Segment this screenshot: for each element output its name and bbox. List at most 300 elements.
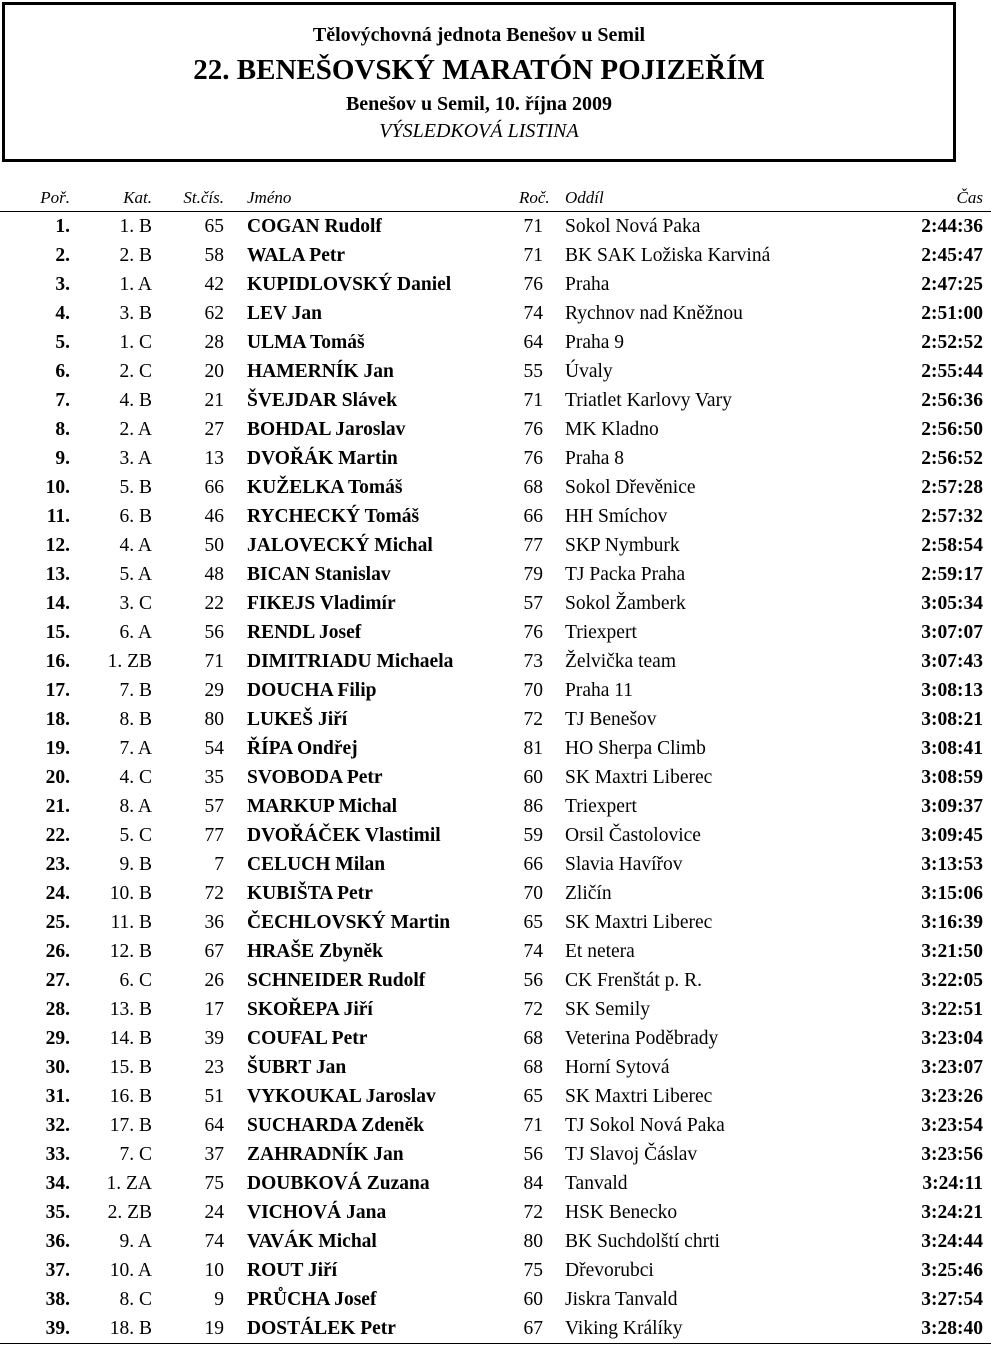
position-cell: 8. (55, 418, 70, 440)
birth-year-cell: 60 (523, 1288, 543, 1310)
table-row (0, 444, 991, 473)
runner-name-cell: RYCHECKÝ Tomáš (247, 505, 420, 527)
club-cell: Viking Králíky (543, 1314, 845, 1344)
start-number-cell: 46 (204, 505, 224, 527)
time-cell: 3:09:37 (921, 795, 983, 817)
runner-name-cell: FIKEJS Vladimír (247, 592, 396, 614)
start-number-cell: 65 (204, 215, 224, 237)
birth-year-cell: 74 (523, 302, 543, 324)
table-row (0, 1198, 991, 1227)
runner-name-cell: SKOŘEPA Jiří (247, 998, 373, 1020)
category-cell: 16. B (109, 1085, 152, 1107)
time-cell: 3:23:04 (921, 1027, 983, 1049)
position-cell: 34. (45, 1172, 70, 1194)
category-cell: 3. C (119, 592, 152, 614)
club-cell: Praha (565, 273, 610, 295)
table-row (0, 589, 991, 618)
birth-year-cell: 70 (523, 679, 543, 701)
category-cell: 6. A (119, 621, 152, 643)
table-row (0, 1111, 991, 1140)
time-cell: 2:52:52 (921, 331, 983, 353)
runner-name-cell: COUFAL Petr (247, 1027, 368, 1049)
table-row (0, 821, 991, 850)
birth-year-cell: 57 (523, 592, 543, 614)
position-cell: 22. (45, 824, 70, 846)
start-number-cell: 7 (214, 853, 224, 875)
runner-name-cell: LUKEŠ Jiří (247, 708, 348, 730)
club-cell: SK Maxtri Liberec (565, 766, 713, 788)
runner-name-cell: MARKUP Michal (247, 795, 398, 817)
runner-name-cell: KUŽELKA Tomáš (247, 476, 403, 498)
runner-name-cell: COGAN Rudolf (247, 215, 382, 237)
club-cell: Tanvald (565, 1172, 628, 1194)
category-cell: 12. B (109, 940, 152, 962)
start-number-cell: 58 (204, 244, 224, 266)
club-cell: Sokol Dřevěnice (565, 476, 696, 498)
category-cell: 6. B (119, 505, 152, 527)
table-row (0, 937, 991, 966)
category-cell: 1. ZB (107, 650, 152, 672)
table-row (0, 270, 991, 299)
start-number-cell: 56 (204, 621, 224, 643)
category-cell: 1. C (119, 331, 152, 353)
time-cell: 2:47:25 (921, 273, 983, 295)
time-cell: 2:59:17 (921, 563, 983, 585)
category-cell: 18. B (70, 1314, 152, 1344)
table-row (0, 212, 991, 242)
start-number-cell: 39 (204, 1027, 224, 1049)
birth-year-cell: 80 (523, 1230, 543, 1252)
table-row (0, 357, 991, 386)
birth-year-cell: 71 (523, 1114, 543, 1136)
time-cell: 3:24:44 (921, 1230, 983, 1252)
club-cell: Praha 9 (565, 331, 625, 353)
time-cell: 3:28:40 (845, 1314, 991, 1344)
header-box (2, 2, 956, 162)
start-number-cell: 77 (204, 824, 224, 846)
start-number-cell: 26 (204, 969, 224, 991)
birth-year-cell: 70 (523, 882, 543, 904)
club-cell: Triexpert (565, 795, 637, 817)
start-number-cell: 24 (204, 1201, 224, 1223)
birth-year-cell: 86 (523, 795, 543, 817)
position-cell: 25. (45, 911, 70, 933)
time-cell: 3:08:13 (921, 679, 983, 701)
results-table (0, 185, 991, 1344)
time-cell: 3:27:54 (921, 1288, 983, 1310)
table-row (0, 502, 991, 531)
runner-name-cell: DVOŘÁK Martin (247, 447, 398, 469)
column-header-name: Jméno (224, 185, 519, 212)
birth-year-cell: 56 (523, 969, 543, 991)
birth-year-cell: 60 (523, 766, 543, 788)
runner-name-cell: DVOŘÁČEK Vlastimil (247, 824, 441, 846)
table-row (0, 792, 991, 821)
start-number-cell: 54 (204, 737, 224, 759)
table-row (0, 1227, 991, 1256)
time-cell: 3:24:11 (922, 1172, 983, 1194)
birth-year-cell: 79 (523, 563, 543, 585)
column-header-time: Čas (845, 185, 991, 212)
time-cell: 3:21:50 (921, 940, 983, 962)
category-cell: 5. A (119, 563, 152, 585)
time-cell: 3:08:21 (921, 708, 983, 730)
birth-year-cell: 72 (523, 708, 543, 730)
club-cell: Úvaly (565, 360, 613, 382)
club-cell: SKP Nymburk (565, 534, 680, 556)
results-list-title: VÝSLEDKOVÁ LISTINA (379, 120, 579, 142)
start-number-cell: 36 (204, 911, 224, 933)
position-cell: 19. (45, 737, 70, 759)
category-cell: 7. A (119, 737, 152, 759)
table-row (0, 1169, 991, 1198)
club-cell: Sokol Žamberk (565, 592, 686, 614)
club-cell: Želvička team (565, 650, 676, 672)
table-row (0, 705, 991, 734)
table-row (0, 908, 991, 937)
column-header-start-number: St.čís. (152, 185, 224, 212)
birth-year-cell: 81 (523, 737, 543, 759)
birth-year-cell: 66 (523, 853, 543, 875)
start-number-cell: 13 (204, 447, 224, 469)
time-cell: 2:45:47 (921, 244, 983, 266)
birth-year-cell: 71 (523, 389, 543, 411)
category-cell: 3. A (119, 447, 152, 469)
club-cell: TJ Benešov (565, 708, 657, 730)
position-cell: 18. (45, 708, 70, 730)
category-cell: 2. ZB (107, 1201, 152, 1223)
position-cell: 14. (45, 592, 70, 614)
start-number-cell: 50 (204, 534, 224, 556)
birth-year-cell: 59 (523, 824, 543, 846)
birth-year-cell: 56 (523, 1143, 543, 1165)
time-cell: 2:56:36 (921, 389, 983, 411)
position-cell: 5. (55, 331, 70, 353)
table-row (0, 1285, 991, 1314)
column-header-birth-year: Roč. (519, 185, 543, 212)
runner-name-cell: ŠVEJDAR Slávek (247, 389, 398, 411)
club-cell: TJ Sokol Nová Paka (565, 1114, 725, 1136)
runner-name-cell: ROUT Jiří (247, 1259, 338, 1281)
start-number-cell: 37 (204, 1143, 224, 1165)
start-number-cell: 64 (204, 1114, 224, 1136)
category-cell: 4. B (119, 389, 152, 411)
time-cell: 3:07:43 (921, 650, 983, 672)
club-cell: Rychnov nad Kněžnou (565, 302, 743, 324)
time-cell: 3:08:59 (921, 766, 983, 788)
category-cell: 4. C (119, 766, 152, 788)
position-cell: 37. (45, 1259, 70, 1281)
category-cell: 6. C (119, 969, 152, 991)
table-row (0, 1314, 991, 1344)
position-cell: 38. (45, 1288, 70, 1310)
start-number-cell: 17 (204, 998, 224, 1020)
start-number-cell: 19 (152, 1314, 224, 1344)
category-cell: 17. B (109, 1114, 152, 1136)
time-cell: 3:16:39 (921, 911, 983, 933)
start-number-cell: 23 (204, 1056, 224, 1078)
time-cell: 2:56:50 (921, 418, 983, 440)
club-cell: Praha 11 (565, 679, 634, 701)
birth-year-cell: 71 (523, 215, 543, 237)
club-cell: SK Maxtri Liberec (565, 911, 713, 933)
club-cell: HO Sherpa Climb (565, 737, 706, 759)
club-cell: Orsil Častolovice (565, 824, 701, 846)
club-cell: Jiskra Tanvald (565, 1288, 678, 1310)
time-cell: 3:23:56 (921, 1143, 983, 1165)
category-cell: 5. B (119, 476, 152, 498)
table-row (0, 241, 991, 270)
table-row (0, 386, 991, 415)
table-row (0, 734, 991, 763)
birth-year-cell: 65 (523, 911, 543, 933)
club-cell: CK Frenštát p. R. (565, 969, 703, 991)
birth-year-cell: 67 (519, 1314, 543, 1344)
time-cell: 2:55:44 (921, 360, 983, 382)
start-number-cell: 28 (204, 331, 224, 353)
birth-year-cell: 55 (523, 360, 543, 382)
runner-name-cell: DOUCHA Filip (247, 679, 377, 701)
start-number-cell: 62 (204, 302, 224, 324)
event-title: 22. BENEŠOVSKÝ MARATÓN POJIZEŘÍM (193, 54, 765, 86)
birth-year-cell: 68 (523, 1056, 543, 1078)
position-cell: 11. (46, 505, 70, 527)
start-number-cell: 75 (204, 1172, 224, 1194)
category-cell: 3. B (119, 302, 152, 324)
runner-name-cell: BOHDAL Jaroslav (247, 418, 406, 440)
table-row (0, 995, 991, 1024)
start-number-cell: 57 (204, 795, 224, 817)
birth-year-cell: 71 (523, 244, 543, 266)
position-cell: 20. (45, 766, 70, 788)
position-cell: 29. (45, 1027, 70, 1049)
category-cell: 15. B (109, 1056, 152, 1078)
time-cell: 3:05:34 (921, 592, 983, 614)
table-row (0, 473, 991, 502)
runner-name-cell: JALOVECKÝ Michal (247, 534, 433, 556)
runner-name-cell: VICHOVÁ Jana (247, 1201, 387, 1223)
time-cell: 3:09:45 (921, 824, 983, 846)
time-cell: 3:23:07 (921, 1056, 983, 1078)
runner-name-cell: CELUCH Milan (247, 853, 386, 875)
position-cell: 15. (45, 621, 70, 643)
time-cell: 2:44:36 (921, 215, 983, 237)
time-cell: 3:22:05 (921, 969, 983, 991)
position-cell: 13. (45, 563, 70, 585)
runner-name-cell: RENDL Josef (247, 621, 362, 643)
start-number-cell: 51 (204, 1085, 224, 1107)
start-number-cell: 29 (204, 679, 224, 701)
category-cell: 8. A (119, 795, 152, 817)
runner-name-cell: DIMITRIADU Michaela (247, 650, 454, 672)
club-cell: BK Suchdolští chrti (565, 1230, 720, 1252)
time-cell: 2:56:52 (921, 447, 983, 469)
runner-name-cell: VAVÁK Michal (247, 1230, 377, 1252)
category-cell: 5. C (119, 824, 152, 846)
category-cell: 7. B (119, 679, 152, 701)
position-cell: 31. (45, 1085, 70, 1107)
runner-name-cell: ČECHLOVSKÝ Martin (247, 911, 451, 933)
club-cell: Et netera (565, 940, 635, 962)
position-cell: 36. (45, 1230, 70, 1252)
table-row (0, 415, 991, 444)
runner-name-cell: DOSTÁLEK Petr (224, 1314, 519, 1344)
table-row (0, 328, 991, 357)
runner-name-cell: SUCHARDA Zdeněk (247, 1114, 425, 1136)
club-cell: TJ Packa Praha (565, 563, 686, 585)
runner-name-cell: DOUBKOVÁ Zuzana (247, 1172, 430, 1194)
table-row (0, 1140, 991, 1169)
runner-name-cell: BICAN Stanislav (247, 563, 391, 585)
position-cell: 32. (45, 1114, 70, 1136)
position-cell: 1. (55, 215, 70, 237)
birth-year-cell: 68 (523, 1027, 543, 1049)
start-number-cell: 27 (204, 418, 224, 440)
category-cell: 2. A (119, 418, 152, 440)
table-row (0, 763, 991, 792)
position-cell: 16. (45, 650, 70, 672)
time-cell: 3:08:41 (921, 737, 983, 759)
category-cell: 10. A (109, 1259, 152, 1281)
table-row (0, 676, 991, 705)
category-cell: 2. B (119, 244, 152, 266)
club-cell: HH Smíchov (565, 505, 668, 527)
runner-name-cell: VYKOUKAL Jaroslav (247, 1085, 436, 1107)
category-cell: 11. B (110, 911, 152, 933)
club-cell: SK Semily (565, 998, 651, 1020)
start-number-cell: 66 (204, 476, 224, 498)
club-cell: Dřevorubci (565, 1259, 654, 1281)
position-cell: 4. (55, 302, 70, 324)
category-cell: 1. A (119, 273, 152, 295)
runner-name-cell: SCHNEIDER Rudolf (247, 969, 426, 991)
category-cell: 7. C (119, 1143, 152, 1165)
start-number-cell: 80 (204, 708, 224, 730)
start-number-cell: 20 (204, 360, 224, 382)
category-cell: 9. B (119, 853, 152, 875)
birth-year-cell: 66 (523, 505, 543, 527)
table-row (0, 299, 991, 328)
time-cell: 3:24:21 (921, 1201, 983, 1223)
category-cell: 1. ZA (106, 1172, 152, 1194)
column-header-club: Oddíl (543, 185, 845, 212)
time-cell: 3:07:07 (921, 621, 983, 643)
birth-year-cell: 76 (523, 418, 543, 440)
birth-year-cell: 84 (523, 1172, 543, 1194)
start-number-cell: 71 (204, 650, 224, 672)
position-cell: 39. (0, 1314, 70, 1344)
time-cell: 2:51:00 (921, 302, 983, 324)
table-row (0, 618, 991, 647)
category-cell: 2. C (119, 360, 152, 382)
position-cell: 17. (45, 679, 70, 701)
birth-year-cell: 76 (523, 447, 543, 469)
table-row (0, 1053, 991, 1082)
position-cell: 28. (45, 998, 70, 1020)
time-cell: 3:13:53 (921, 853, 983, 875)
birth-year-cell: 72 (523, 998, 543, 1020)
birth-year-cell: 68 (523, 476, 543, 498)
position-cell: 12. (45, 534, 70, 556)
runner-name-cell: WALA Petr (247, 244, 346, 266)
category-cell: 10. B (109, 882, 152, 904)
time-cell: 3:23:54 (921, 1114, 983, 1136)
position-cell: 35. (45, 1201, 70, 1223)
position-cell: 21. (45, 795, 70, 817)
club-cell: Veterina Poděbrady (565, 1027, 719, 1049)
time-cell: 3:22:51 (921, 998, 983, 1020)
club-cell: TJ Slavoj Čáslav (565, 1143, 698, 1165)
runner-name-cell: SVOBODA Petr (247, 766, 383, 788)
club-cell: Horní Sytová (565, 1056, 670, 1078)
birth-year-cell: 72 (523, 1201, 543, 1223)
club-cell: SK Maxtri Liberec (565, 1085, 713, 1107)
position-cell: 3. (55, 273, 70, 295)
category-cell: 14. B (109, 1027, 152, 1049)
table-header-row (0, 185, 991, 212)
club-cell: Triexpert (565, 621, 637, 643)
position-cell: 24. (45, 882, 70, 904)
runner-name-cell: ŠUBRT Jan (247, 1056, 347, 1078)
table-row (0, 531, 991, 560)
club-cell: Praha 8 (565, 447, 625, 469)
category-cell: 13. B (109, 998, 152, 1020)
category-cell: 1. B (119, 215, 152, 237)
runner-name-cell: HAMERNÍK Jan (247, 360, 394, 382)
club-cell: MK Kladno (565, 418, 659, 440)
position-cell: 2. (55, 244, 70, 266)
club-cell: Sokol Nová Paka (565, 215, 701, 237)
runner-name-cell: ŘÍPA Ondřej (247, 737, 358, 759)
time-cell: 2:57:28 (921, 476, 983, 498)
start-number-cell: 10 (204, 1259, 224, 1281)
birth-year-cell: 76 (523, 273, 543, 295)
start-number-cell: 72 (204, 882, 224, 904)
table-row (0, 1024, 991, 1053)
category-cell: 4. A (119, 534, 152, 556)
runner-name-cell: ZAHRADNÍK Jan (247, 1143, 404, 1165)
position-cell: 23. (45, 853, 70, 875)
table-row (0, 966, 991, 995)
position-cell: 27. (45, 969, 70, 991)
birth-year-cell: 74 (523, 940, 543, 962)
category-cell: 8. B (119, 708, 152, 730)
birth-year-cell: 64 (523, 331, 543, 353)
start-number-cell: 22 (204, 592, 224, 614)
club-cell: Triatlet Karlovy Vary (565, 389, 732, 411)
birth-year-cell: 73 (523, 650, 543, 672)
position-cell: 7. (55, 389, 70, 411)
birth-year-cell: 76 (523, 621, 543, 643)
birth-year-cell: 65 (523, 1085, 543, 1107)
start-number-cell: 42 (204, 273, 224, 295)
start-number-cell: 21 (204, 389, 224, 411)
runner-name-cell: LEV Jan (247, 302, 322, 324)
club-cell: BK SAK Ložiska Karviná (565, 244, 771, 266)
birth-year-cell: 77 (523, 534, 543, 556)
table-row (0, 850, 991, 879)
time-cell: 3:23:26 (921, 1085, 983, 1107)
club-cell: HSK Benecko (565, 1201, 678, 1223)
time-cell: 2:57:32 (921, 505, 983, 527)
runner-name-cell: ULMA Tomáš (247, 331, 365, 353)
position-cell: 33. (45, 1143, 70, 1165)
start-number-cell: 9 (214, 1288, 224, 1310)
results-body (0, 212, 991, 1344)
position-cell: 9. (55, 447, 70, 469)
club-cell: Slavia Havířov (565, 853, 683, 875)
start-number-cell: 48 (204, 563, 224, 585)
